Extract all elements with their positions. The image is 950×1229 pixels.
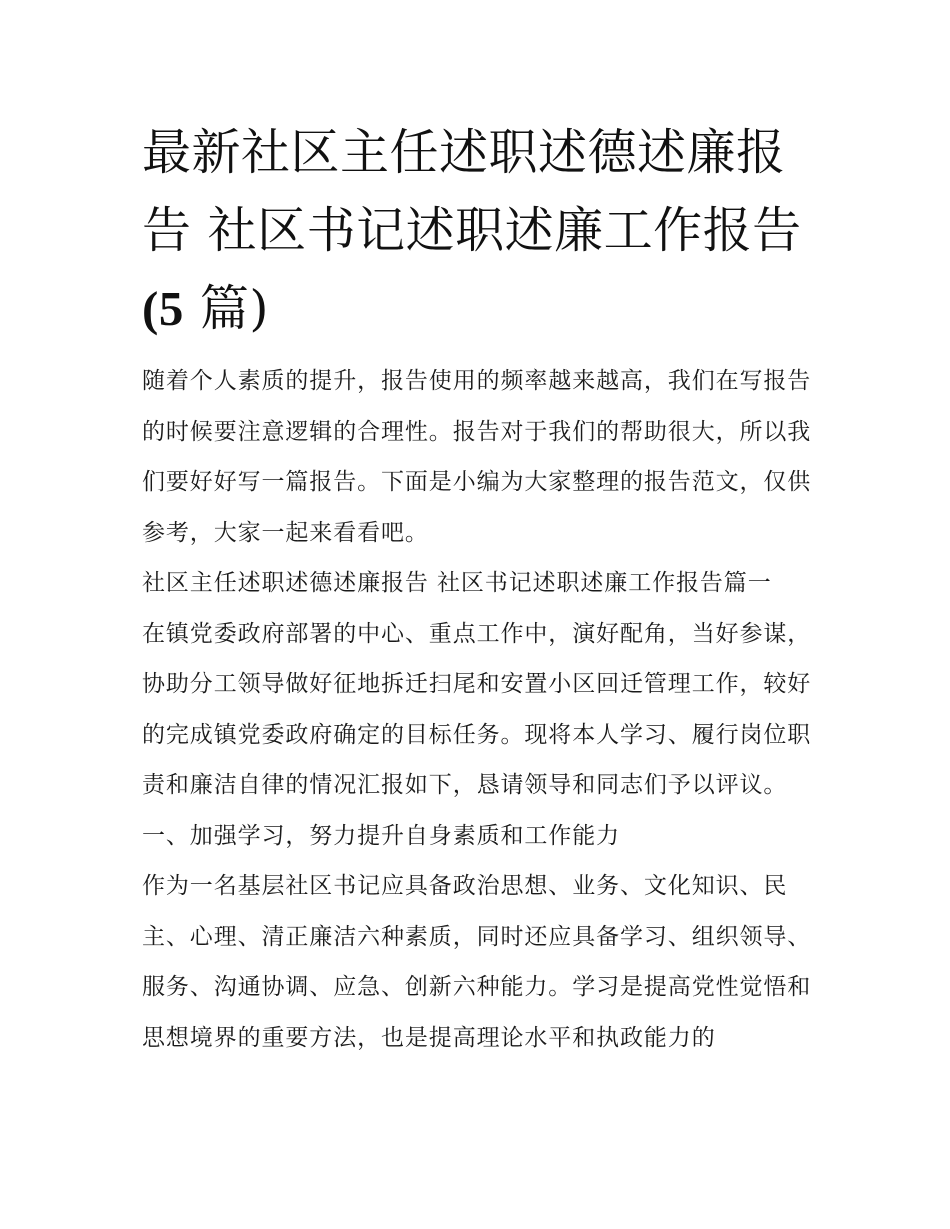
- body-paragraph: 在镇党委政府部署的中心、重点工作中，演好配角，当好参谋，协助分工领导做好征地拆迁扫尾和安置小区回迁管理工作，较好的完成镇党委政府确定的目标任务。现将本人学习、履行岗位职责和廉洁自律的情况汇报如下，恳请领导和同志们予以评议。: [142, 620, 812, 798]
- document-content: [142, 114, 814, 1063]
- body-paragraph: 作为一名基层社区书记应具备政治思想、业务、文化知识、民主、心理、清正廉洁六种素质，同时还应具备学习、组织领导、服务、沟通协调、应急、创新六种能力。学习是提高党性觉悟和思想境界的重要方法，也是提高理论水平和执政能力的: [142, 873, 812, 1051]
- intro-paragraph: 随着个人素质的提升，报告使用的频率越来越高，我们在写报告的时候要注意逻辑的合理性。报告对于我们的帮助很大，所以我们要好好写一篇报告。下面是小编为大家整理的报告范文，仅供参考，大家一起来看看吧。: [142, 368, 812, 546]
- document-title: [142, 114, 814, 348]
- section-heading-article-one: 社区主任述职述德述廉报告 社区书记述职述廉工作报告篇一: [142, 570, 772, 596]
- title-text: 最新社区主任述职述德述廉报告 社区书记述职述廉工作报告: [142, 124, 802, 259]
- title-count: (5: [142, 281, 184, 336]
- title-suffix: 篇): [183, 280, 270, 337]
- section-heading-study: 一、加强学习，努力提升自身素质和工作能力: [142, 822, 620, 849]
